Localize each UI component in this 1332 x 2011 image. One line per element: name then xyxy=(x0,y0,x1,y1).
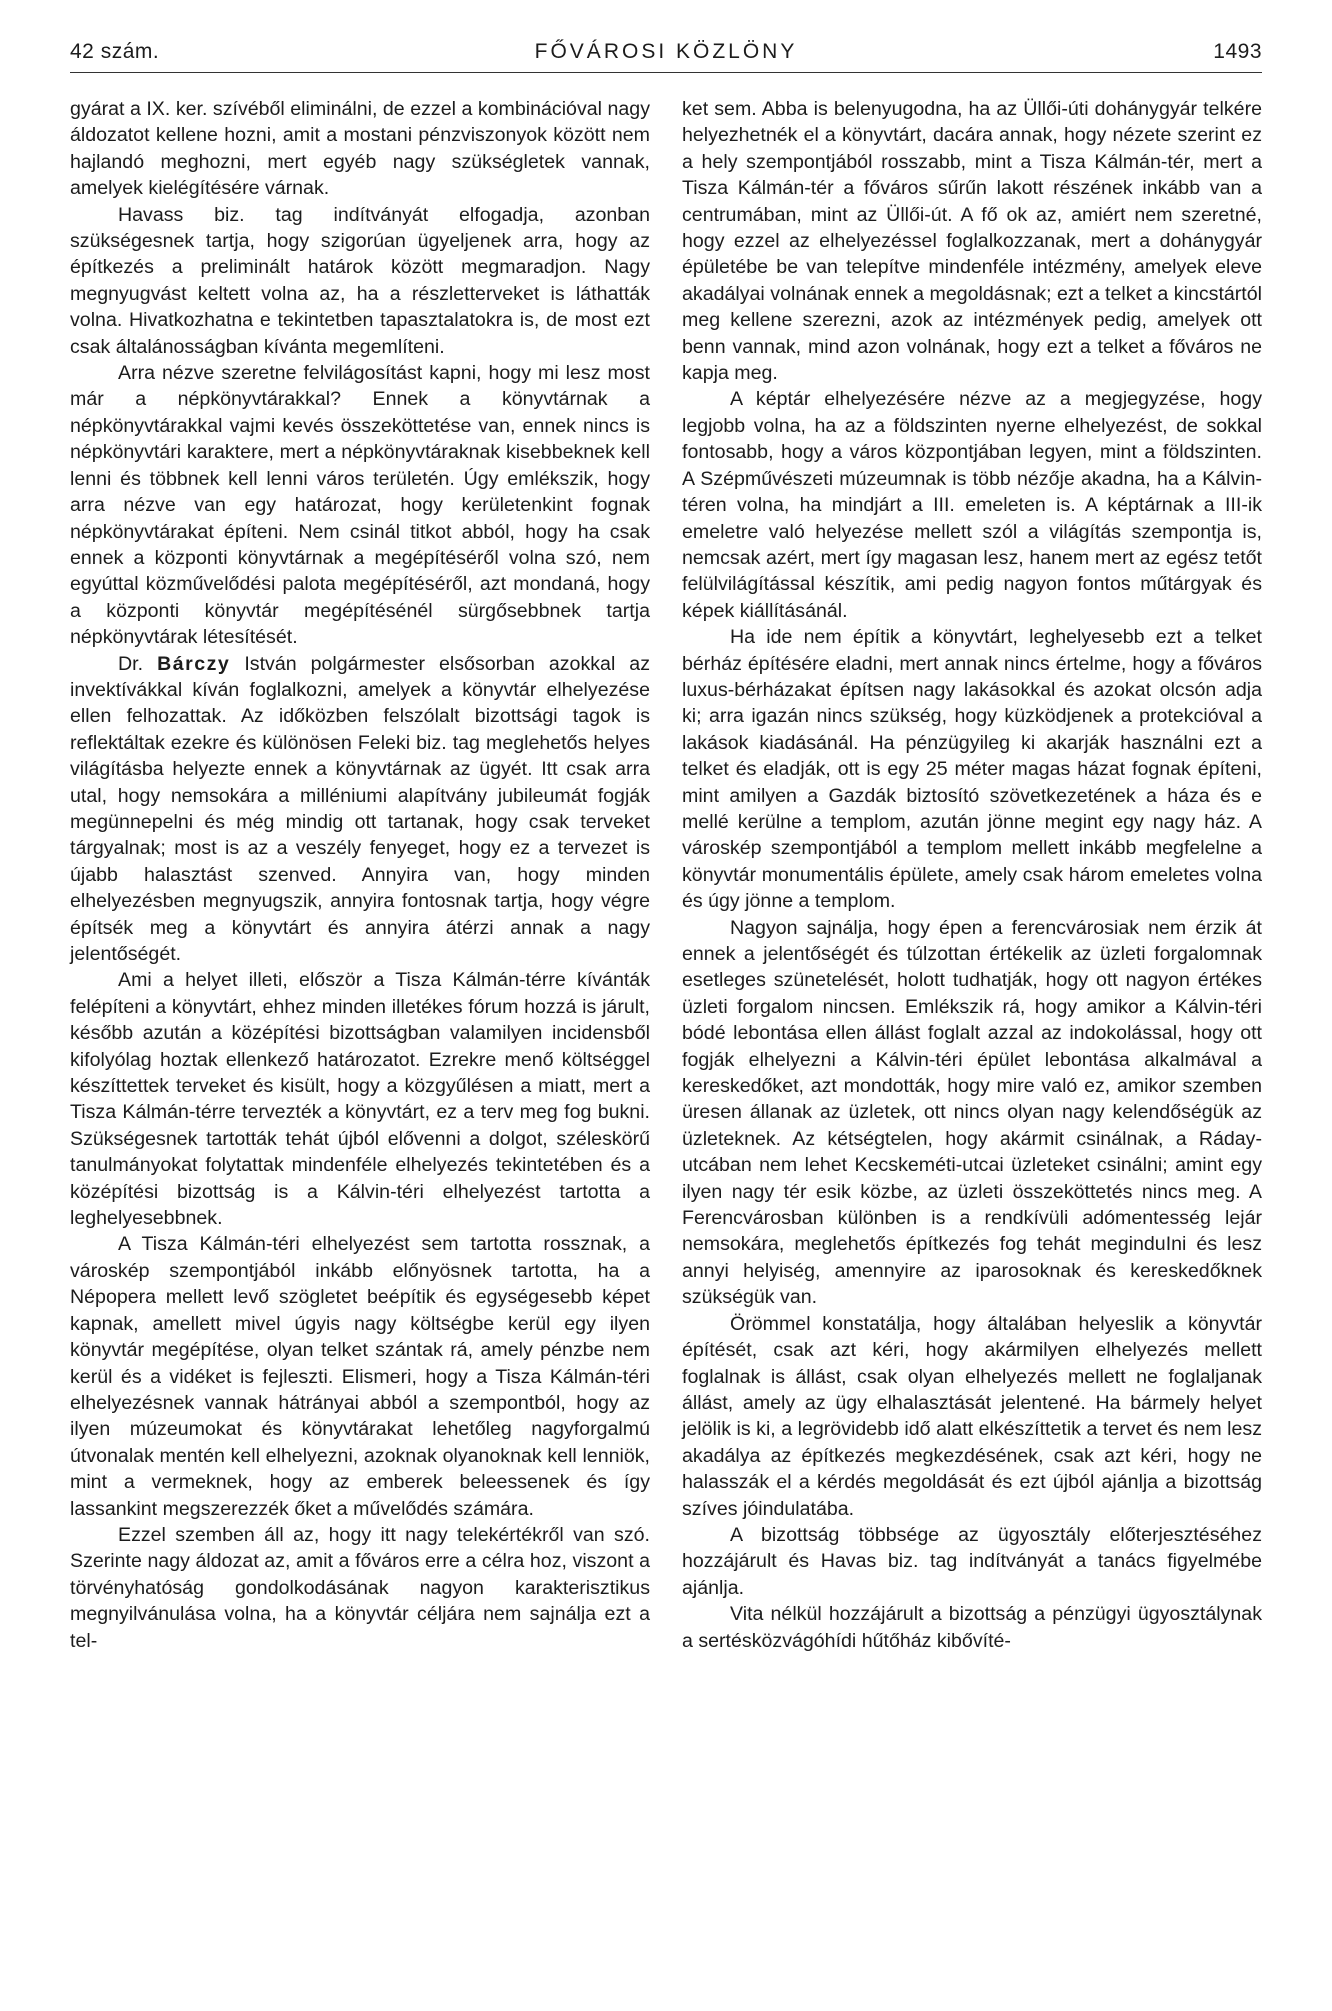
page-number: 1493 xyxy=(1213,40,1262,63)
page-header xyxy=(70,34,1262,74)
journal-title: FŐVÁROSI KÖZLÖNY xyxy=(534,40,798,63)
paragraph xyxy=(70,651,650,968)
paragraph: Havass biz. tag indítványát elfogadja, azonban szükségesnek tartja, hogy szigorúan ügyeljenek arra, hogy az építkezés a preliminált határok között megmaradjon. Nagy megnyugvást keltett volna az, ha a részletterveket is láthatták volna. Hivatkozhatna e tekintetben tapasztalatokra is, de most ezt csak általánosságban kívánta megemlíteni. xyxy=(70,203,650,358)
speaker-text: István polgármester elsősorban azokkal az invektívákkal kíván foglalkozni, amelyek a könyvtár elhelyezése ellen felhozattak. Az időközben felszólalt bizottsági tagok is reflektáltak ezekre és különösen Feleki biz. tag meglehetős helyes világításba helyezte ennek a könyvtárnak az ügyét. Itt csak arra utal, hogy nemsokára a milléniumi alapítvány jubileumát fogják megünnepelni és még mindig ott tartanak, hogy csak terveket tárgyalnak; most is az a veszély fenyeget, hogy ez a tervezet is újabb halasztást szenved. Annyira van, hogy minden elhelyezésben megnyugszik, annyira fontosnak tartja, hogy végre építsék meg a könyvtárt és annyira átérzi annak a nagy jelentőségét. xyxy=(70,652,651,965)
paragraph: Arra nézve szeretne felvilágosítást kapni, hogy mi lesz most már a népkönyvtárakkal? Ennek a könyvtárnak a népkönyvtárakkal vajmi kevés összeköttetése van, ennek nincs is népkönyvtári karaktere, mert a népkönyvtáraknak kisebbeknek kell lenni és többnek kell lenni város területén. Úgy emlékszik, hogy arra nézve van egy határozat, hogy kerületenkint fognak népkönyvtárakat építeni. Nem csinál titkot abból, hogy ha csak ennek a központi könyvtárnak a megépítéséről volna szó, nem egyúttal közművelődési palota megépítéséről, azt mondaná, hogy a központi könyvtár megépítésénél sürgősebbnek tartja népkönyvtárak létesítését. xyxy=(70,362,650,649)
paragraph: Ami a helyet illeti, először a Tisza Kálmán-térre kívánták felépíteni a könyvtárt, ehhez minden illetékes fórum hozzá is járult, később azután a középítési bizottságban valamilyen incidensből kifolyólag hoztak ellenkező határozatot. Ezrekre menő költséggel készíttettek terveket és kisült, hogy a közgyűlésen a miatt, mert a Tisza Kálmán-térre tervezték a könyvtárt, ez a terv meg fog bukni. Szükségesnek tartották tehát újból elővenni a dolgot, széleskörű tanulmányokat folytattak mindenféle elhelyezés tekintetében és a középítési bizottság is a Kálvin-téri elhelyezést tartotta a leghelyesebbnek. xyxy=(70,969,650,1230)
left-column xyxy=(70,96,650,1654)
paragraph: A bizottság többsége az ügyosztály előterjesztéséhez hozzájárult és Havas biz. tag indítványát a tanács figyelmébe ajánlja. xyxy=(682,1523,1262,1599)
paragraph: A képtár elhelyezésére nézve az a megjegyzése, hogy legjobb volna, ha az a földszinten nyerne elhelyezést, de sokkal fontosabb, hogy a város központjában legyen, mint a földszinten. A Szépművészeti múzeumnak is több nézője akadna, ha a Kálvin-téren volna, ha mindjárt a III. emeleten is. A képtárnak a III-ik emeletre való helyezése mellett szól a világítás szempontja is, nemcsak azért, mert így magasan lesz, hanem mert az egész tetőt felülvilágítással készítik, ami pedig nagyon fontos műtárgyak és képek kiállításánál. xyxy=(682,388,1262,622)
paragraph: Örömmel konstatálja, hogy általában helyeslik a könyvtár építését, csak azt kéri, hogy akármilyen elhelyezés mellett foglalnak is állást, csak olyan elhelyezés mellett ne foglaljanak állást, amely az ügy elhalasztását jelentené. Ha bármely helyet jelölik is ki, a legrövidebb idő alatt elkészíttetik a tervet és nem lesz akadálya az építkezés megkezdésének, csak azt kéri, hogy ne halasszák el a kérdés megoldását és ezt újból ajánlja a bizottság szíves jóindulatába. xyxy=(682,1312,1262,1520)
paragraph: A Tisza Kálmán-téri elhelyezést sem tartotta rossznak, a városkép szempontjából inkább előnyösnek tartotta, ha a Népopera mellett levő szögletet beépítik és egységesebb képet kapnak, amellett mivel úgyis nagy költségbe kerül egy ilyen könyvtár megépítése, olyan telket szántak rá, amely pénzbe nem kerül és a vidéket is fejleszti. Elismeri, hogy a Tisza Kálmán-téri elhelyezésnek vannak hátrányai abból a szempontból, hogy az ilyen múzeumokat és könyvtárakat lehetőleg nagyforgalmú útvonalak mentén kell elhelyezni, azoknak olyanoknak kell lenniök, mint a vermeknek, hogy az emberek beleessenek és így lassankint megszerezzék őket a művelődés számára. xyxy=(70,1233,650,1520)
paragraph: gyárat a IX. ker. szívéből eliminálni, de ezzel a kombinációval nagy áldozatot kellene hozni, amit a mostani pénzviszonyok között nem hajlandó meghozni, mert egyéb nagy szükségletek vannak, amelyek kielégítésére várnak. xyxy=(70,98,650,200)
paragraph: ket sem. Abba is belenyugodna, ha az Üllői-úti dohánygyár telkére helyezhetnék el a könyvtárt, dacára annak, hogy nézete szerint ez a hely szempontjából rosszabb, mint a Tisza Kálmán-tér, mert a Tisza Kálmán-tér a főváros sűrűn lakott részének inkább van a centrumában, mint az Üllői-út. A fő ok az, amiért nem szeretné, hogy ezzel az elhelyezéssel foglalkozzanak, mert a dohánygyár épületébe be van telepítve mindenféle intézmény, amelyek eleve akadályai volnának ennek a megoldásnak; ezt a telket a kincstártól meg kellene szerezni, azok az intézmények pedig, amelyek ott benn vannak, mind azon volnának, hogy ezt a telket a főváros ne kapja meg. xyxy=(682,98,1262,385)
speaker-prefix: Dr. xyxy=(118,652,158,675)
paragraph: Nagyon sajnálja, hogy épen a ferencvárosiak nem érzik át ennek a jelentőségét és túlzottan értékelik az üzleti forgalomnak esetleges szünetelését, holott tudhatják, hogy ott nagyon értékes üzleti forgalom nincsen. Emlékszik rá, hogy amikor a Kálvin-téri bódé lebontása ellen állást foglalt azzal az indokolással, hogy ott fogják elhelyezni a Kálvin-téri épület lebontása alkalmával a kereskedőket, azt mondották, hogy mire való ez, amikor szemben üresen állanak az üzletek, ott nincs olyan nagy kelendőségük az üzleteknek. Az kétségtelen, hogy akármit csinálnak, a Ráday-utcában nem lehet Kecskeméti-utcai üzleteket csinálni; amint egy ilyen nagy tér esik közbe, az üzleti összeköttetés nincs meg. A Ferencvárosban különben is a rendkívüli adómentesség lejár nemsokára, meglehetős építkezés fog tehát meginduIni és lesz annyi helyiség, amennyire az iparosoknak és kereskedőknek szükségük van. xyxy=(682,916,1262,1309)
paragraph: Ezzel szemben áll az, hogy itt nagy telekértékről van szó. Szerinte nagy áldozat az, amit a főváros erre a célra hoz, viszont a törvényhatóság gondolkodásának nagyon karakterisztikus megnyilvánulása volna, ha a könyvtár céljára nem sajnálja ezt a tel- xyxy=(70,1523,650,1652)
speaker-name: Bárczy xyxy=(157,652,231,675)
paragraph: Ha ide nem építik a könyvtárt, leghelyesebb ezt a telket bérház építésére eladni, mert annak nincs értelme, hogy a főváros luxus-bérházakat építsen nagy lakásokkal és azokat olcsón adja ki; arra igazán nincs szükség, hogy küzködjenek a protekcióval a lakások kiadásánál. Ha pénzügyileg ki akarják használni ezt a telket és eladják, ott is egy 25 méter magas házat fognak építeni, mint amilyen a Gazdák biztosító szövetkezetének a háza és e mellé kerülne a templom, azután jönne megint egy nagy ház. A városkép szempontjából a templom mellett inkább megfelelne a könyvtár monumentális épülete, amely csak három emeletes volna és úgy jönne a templom. xyxy=(682,626,1262,913)
header-rule xyxy=(70,72,1262,73)
right-column xyxy=(682,96,1262,1654)
issue-number: 42 szám. xyxy=(70,40,160,63)
paragraph: Vita nélkül hozzájárult a bizottság a pénzügyi ügyosztálynak a sertésközvágóhídi hűtőház kibővíté- xyxy=(682,1603,1262,1652)
